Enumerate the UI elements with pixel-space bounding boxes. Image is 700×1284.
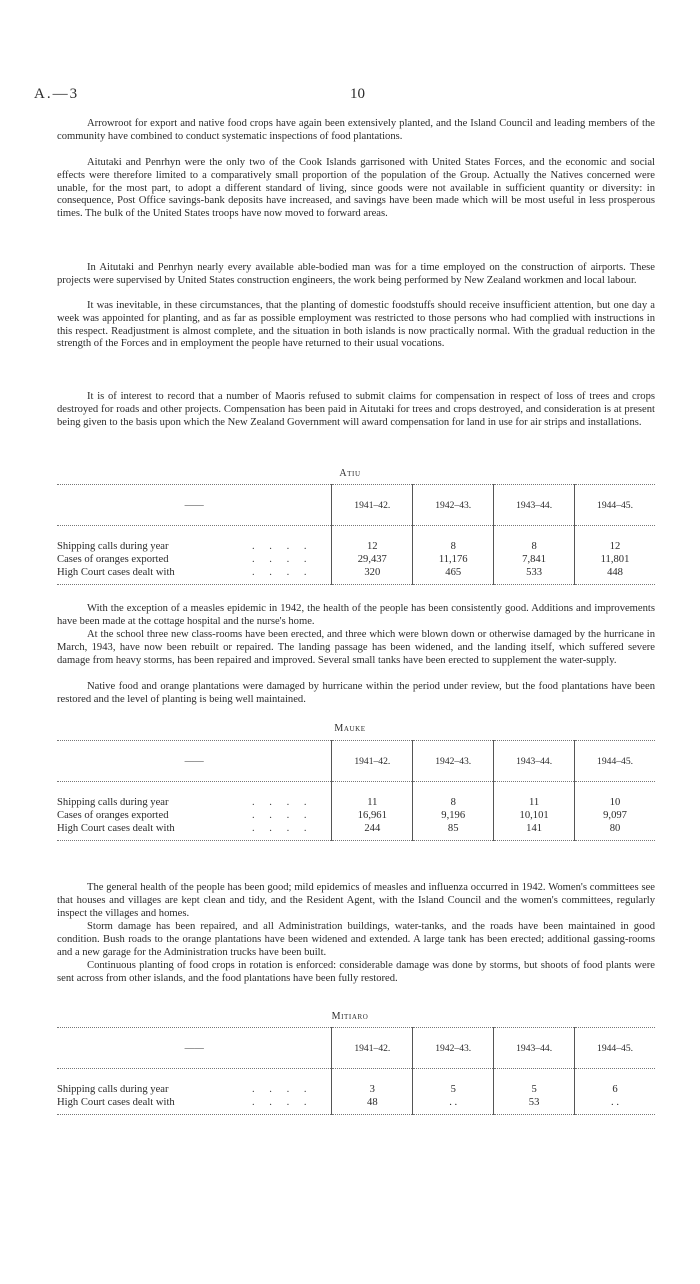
paragraph: It is of interest to record that a number of Maoris refused to submit claims for compensation in respect of loss of trees and crops destroyed for roads and other projects. Compensation has been paid in Aitutaki for trees and crops destroyed, and consideration is at present being given to the basis upon which the New Zealand Government will award compensation for land in use for air strips and installations. [57,391,655,428]
table-row [57,822,655,841]
row-label: Cases of oranges exported [57,810,169,821]
year-header: 1942–43. [413,485,494,526]
year-header: 1944–45. [575,741,655,782]
leader-dots: . . . . [252,823,313,834]
year-header: 1942–43. [413,741,494,782]
paragraph: Arrowroot for export and native food crops have again been extensively planted, and the Island Council and leading members of the community have combined to conduct systematic inspections of food plantations. [57,118,655,142]
year-header: 1943–44. [494,741,575,782]
table-cell: 8 [413,796,494,809]
row-label: High Court cases dealt with [57,823,175,834]
table-row [57,553,655,566]
table-cell: 12 [332,540,413,553]
year-header: 1944–45. [575,485,655,526]
table-cell: 533 [494,566,575,585]
paragraph: At the school three new class-rooms have been erected, and three which were blown down or otherwise damaged by the hurricane in March, 1943, have now been rebuilt or repaired. The landing passage has been widened, and the landing itself, which suffered severe damage from heavy storms, has been repaired and improved. Several small tanks have been erected to supplement the water-supply. [57,629,655,666]
table-cell: 29,437 [332,553,413,566]
year-header: 1942–43. [413,1028,494,1069]
leader-dots: . . . . [252,810,313,821]
row-label: Shipping calls during year [57,1084,169,1095]
year-header: 1943–44. [494,485,575,526]
blank-header: —— [57,485,332,526]
year-header: 1944–45. [575,1028,655,1069]
table-row [57,796,655,809]
section-title-atiu: Atiu [339,468,361,479]
blank-header: —— [57,741,332,782]
paragraph: The general health of the people has been good; mild epidemics of measles and influenza occurred in 1942. Women's committees see that houses and villages are kept clean and tidy, and the Resident Agent, with the Island Council and the women's committees, regularly inspect the villages and homes. [57,882,655,919]
table-cell: 9,097 [575,809,655,822]
table-cell: 7,841 [494,553,575,566]
table-row [57,1083,655,1096]
table-cell: 10,101 [494,809,575,822]
leader-dots: . . . . [252,554,313,565]
leader-dots: . . . . [252,1097,313,1108]
table-cell: . . [413,1096,494,1115]
table-cell: 465 [413,566,494,585]
table-cell: 53 [494,1096,575,1115]
table-row [57,1096,655,1115]
paragraph: In Aitutaki and Penrhyn nearly every available able-bodied man was for a time employed on the construction of airports. These projects were supervised by United States construction engineers, the work being performed by New Zealand workmen and local labour. [57,262,655,286]
table-cell: 11 [332,796,413,809]
blank-header: —— [57,1028,332,1069]
year-header: 1943–44. [494,1028,575,1069]
paragraph: Native food and orange plantations were damaged by hurricane within the period under review, but the food plantations have been restored and the level of planting is being well maintained. [57,681,655,705]
table-cell: 320 [332,566,413,585]
section-title-mitiaro: Mitiaro [331,1011,369,1022]
table-cell: 141 [494,822,575,841]
table-cell: 448 [575,566,655,585]
table-cell: 5 [494,1083,575,1096]
paragraph: Storm damage has been repaired, and all Administration buildings, water-tanks, and the roads have been maintained in good condition. Bush roads to the orange plantations have been widened and extended. A large tank has been erected; additional gassing-rooms and a new garage for the Administration trucks have been built. [57,921,655,958]
atiu-table [57,484,655,585]
paragraph: With the exception of a measles epidemic in 1942, the health of the people has been consistently good. Additions and improvements have been made at the cottage hospital and the nurse's home. [57,603,655,627]
table-cell: 85 [413,822,494,841]
paragraph: Continuous planting of food crops in rotation is enforced: considerable damage was done by storms, but shoots of food plants were sent across from other islands, and the food plantations have been fully restored. [57,960,655,984]
table-row [57,809,655,822]
row-label: Shipping calls during year [57,541,169,552]
table-cell: . . [575,1096,655,1115]
table-cell: 48 [332,1096,413,1115]
leader-dots: . . . . [252,541,313,552]
table-cell: 80 [575,822,655,841]
table-cell: 244 [332,822,413,841]
paragraph: Aitutaki and Penrhyn were the only two of the Cook Islands garrisoned with United States Forces, and the economic and social effects were therefore limited to a comparatively small proportion of the population of the Group. Actually the Natives concerned were unable, for the most part, to adopt a different standard of living, since goods were not available in sufficient quantity or diversity: in consequence, Post Office savings-bank deposits have increased, and savings have been made which will be most useful in less prosperous times. The bulk of the United States troops have now moved to forward areas. [57,157,655,220]
year-header: 1941–42. [332,741,413,782]
row-label: Shipping calls during year [57,797,169,808]
year-header: 1941–42. [332,1028,413,1069]
page-number: 10 [350,86,365,102]
leader-dots: . . . . [252,797,313,808]
table-cell: 3 [332,1083,413,1096]
mauke-table [57,740,655,841]
leader-dots: . . . . [252,1084,313,1095]
table-cell: 12 [575,540,655,553]
row-label: High Court cases dealt with [57,567,175,578]
leader-dots: . . . . [252,567,313,578]
row-label: Cases of oranges exported [57,554,169,565]
table-cell: 10 [575,796,655,809]
table-cell: 5 [413,1083,494,1096]
table-row [57,566,655,585]
table-cell: 8 [413,540,494,553]
table-cell: 8 [494,540,575,553]
table-cell: 11 [494,796,575,809]
page-header [34,86,656,106]
document-reference: A.—3 [34,86,80,102]
section-title-mauke: Mauke [334,723,366,734]
table-cell: 6 [575,1083,655,1096]
table-cell: 11,176 [413,553,494,566]
mitiaro-table [57,1027,655,1115]
year-header: 1941–42. [332,485,413,526]
table-cell: 11,801 [575,553,655,566]
table-cell: 16,961 [332,809,413,822]
row-label: High Court cases dealt with [57,1097,175,1108]
table-row [57,540,655,553]
paragraph: It was inevitable, in these circumstances, that the planting of domestic foodstuffs should receive insufficient attention, but one day a week was appointed for planting, and as far as possible employment was restricted to those persons who had complied with instructions in this respect. Readjustment is almost complete, and the situation in both islands is now practically normal. With the gradual reduction in the strength of the Forces and in employment the people have returned to their usual vocations. [57,300,655,350]
table-cell: 9,196 [413,809,494,822]
